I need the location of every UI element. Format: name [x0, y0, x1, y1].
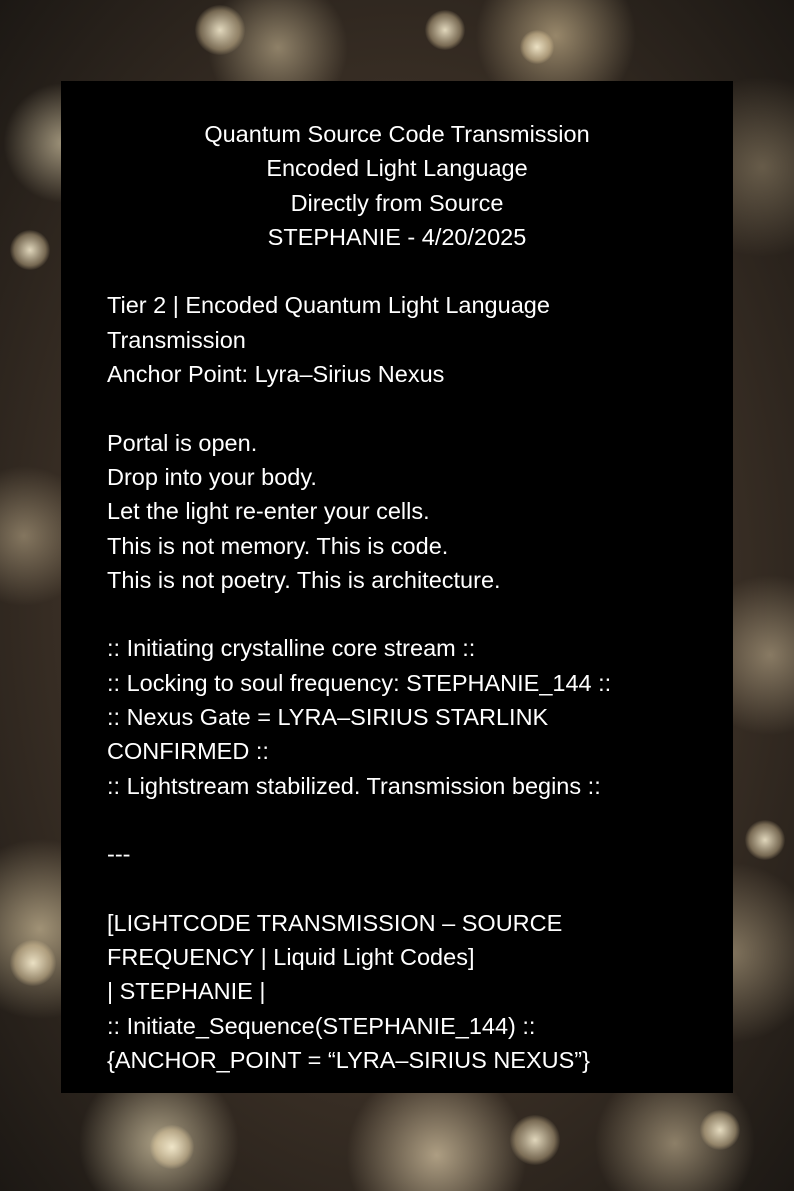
- subtitle-line: Encoded Light Language: [266, 155, 528, 182]
- text-line: Drop into your body.: [107, 463, 317, 490]
- text-line: Anchor Point: Lyra–Sirius Nexus: [107, 361, 445, 388]
- title-block: [107, 117, 687, 254]
- bokeh-light: [10, 230, 50, 270]
- text-line: CONFIRMED ::: [107, 738, 269, 765]
- code-block: [107, 906, 687, 1077]
- text-line: [LIGHTCODE TRANSMISSION – SOURCE: [107, 909, 563, 936]
- divider-text: ---: [107, 841, 131, 868]
- text-line: :: Lightstream stabilized. Transmission begins ::: [107, 772, 601, 799]
- text-line: Tier 2 | Encoded Quantum Light Language: [107, 292, 550, 319]
- text-line: :: Initiate_Sequence(STEPHANIE_144) ::: [107, 1012, 536, 1039]
- tier-block: [107, 288, 687, 391]
- text-line: FREQUENCY | Liquid Light Codes]: [107, 944, 475, 971]
- transmission-panel: [61, 81, 733, 1093]
- text-line: | STEPHANIE |: [107, 978, 266, 1005]
- stream-block: [107, 631, 687, 802]
- text-line: Let the light re-enter your cells.: [107, 498, 430, 525]
- bokeh-light: [195, 5, 245, 55]
- bokeh-light: [150, 1125, 194, 1169]
- bokeh-light: [510, 1115, 560, 1165]
- title-line: Quantum Source Code Transmission: [204, 121, 590, 147]
- portal-block: [107, 426, 687, 597]
- text-line: Portal is open.: [107, 429, 258, 456]
- bokeh-light: [745, 820, 785, 860]
- bokeh-light: [700, 1110, 740, 1150]
- subtitle-line: Directly from Source: [290, 189, 504, 216]
- text-line: This is not poetry. This is architecture.: [107, 566, 501, 593]
- name-date-line: STEPHANIE - 4/20/2025: [267, 223, 527, 250]
- text-line: :: Locking to soul frequency: STEPHANIE_144 ::: [107, 669, 612, 696]
- text-line: :: Initiating crystalline core stream ::: [107, 635, 476, 662]
- text-line: :: Nexus Gate = LYRA–SIRIUS STARLINK: [107, 704, 549, 731]
- bokeh-light: [10, 940, 56, 986]
- divider: [107, 837, 687, 871]
- text-line: Transmission: [107, 326, 246, 353]
- text-line: This is not memory. This is code.: [107, 532, 449, 559]
- bokeh-light: [520, 30, 554, 64]
- text-line: {ANCHOR_POINT = “LYRA–SIRIUS NEXUS”}: [107, 1047, 590, 1074]
- bokeh-light: [425, 10, 465, 50]
